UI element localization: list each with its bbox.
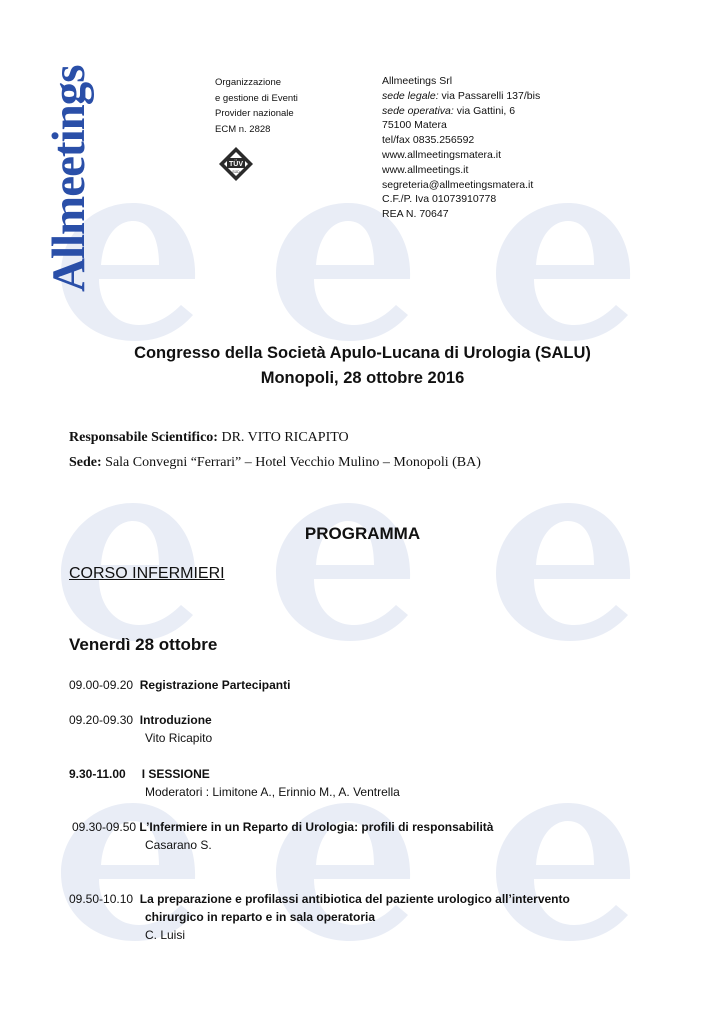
item-title-continued: chirurgico in reparto e in sala operatoria xyxy=(145,910,376,924)
watermark-mark xyxy=(490,495,650,645)
item-title: L’Infermiere in un Reparto di Urologia: profili di responsabilità xyxy=(139,820,494,834)
legal-address: sede legale: via Passarelli 137/bis xyxy=(382,89,541,102)
rea-number: REA N. 70647 xyxy=(382,208,449,221)
org-line: Provider nazionale xyxy=(215,108,294,119)
watermark-mark xyxy=(490,795,650,945)
org-line: ECM n. 2828 xyxy=(215,123,271,135)
certification-badge-icon xyxy=(218,146,254,182)
item-speaker: Vito Ricapito xyxy=(145,731,213,745)
org-info xyxy=(215,75,298,137)
sede-line: Sede: Sala Convegni “Ferrari” – Hotel Vecchio Mulino – Monopoli (BA) xyxy=(69,455,481,470)
day-heading: Venerdì 28 ottobre xyxy=(69,635,218,654)
event-title: Congresso della Società Apulo-Lucana di Urologia (SALU) xyxy=(134,344,591,362)
item-title: Introduzione xyxy=(139,713,212,727)
item-time: 9.30-11.00 xyxy=(69,767,126,781)
item-time: 09.20-09.30 xyxy=(69,713,134,727)
org-line: Organizzazione xyxy=(215,77,282,88)
item-title: La preparazione e profilassi antibiotica del paziente urologico all’intervento xyxy=(139,892,570,906)
schedule-item xyxy=(72,818,493,836)
event-subtitle: Monopoli, 28 ottobre 2016 xyxy=(260,369,465,387)
website-link[interactable]: www.allmeetingsmatera.it xyxy=(382,148,502,161)
phone: tel/fax 0835.256592 xyxy=(382,134,475,147)
item-title: Registrazione Partecipanti xyxy=(139,678,291,692)
vat-number: C.F./P. Iva 01073910778 xyxy=(382,193,497,206)
website-link[interactable]: www.allmeetings.it xyxy=(382,163,469,176)
course-title: CORSO INFERMIERI xyxy=(69,565,225,582)
item-time: 09.50-10.10 xyxy=(69,892,134,906)
schedule-item xyxy=(69,711,212,729)
schedule-item xyxy=(69,676,290,694)
company-name: Allmeetings Srl xyxy=(382,75,453,87)
item-time: 09.30-09.50 xyxy=(72,820,137,834)
brand-logo: Allmeetings xyxy=(43,65,95,292)
item-speaker: Moderatori : Limitone A., Erinnio M., A. Ventrella xyxy=(145,785,400,799)
svg-text:SÜD: SÜD xyxy=(232,170,240,174)
responsabile-line: Responsabile Scientifico: DR. VITO RICAPITO xyxy=(69,430,349,445)
schedule-item xyxy=(69,765,210,783)
city: 75100 Matera xyxy=(382,119,447,132)
operative-address: sede operativa: via Gattini, 6 xyxy=(382,104,516,117)
email-link[interactable]: segreteria@allmeetingsmatera.it xyxy=(382,178,534,191)
org-line: e gestione di Eventi xyxy=(215,92,298,104)
contact-info xyxy=(382,74,540,222)
programma-heading: PROGRAMMA xyxy=(304,524,421,543)
item-speaker: Casarano S. xyxy=(145,838,212,852)
item-speaker: C. Luisi xyxy=(145,928,186,942)
item-title: I SESSIONE xyxy=(141,767,210,781)
badge-text: TÜV xyxy=(229,161,243,168)
item-time: 09.00-09.20 xyxy=(69,678,134,692)
watermark-mark xyxy=(270,495,430,645)
schedule-item xyxy=(69,890,570,908)
